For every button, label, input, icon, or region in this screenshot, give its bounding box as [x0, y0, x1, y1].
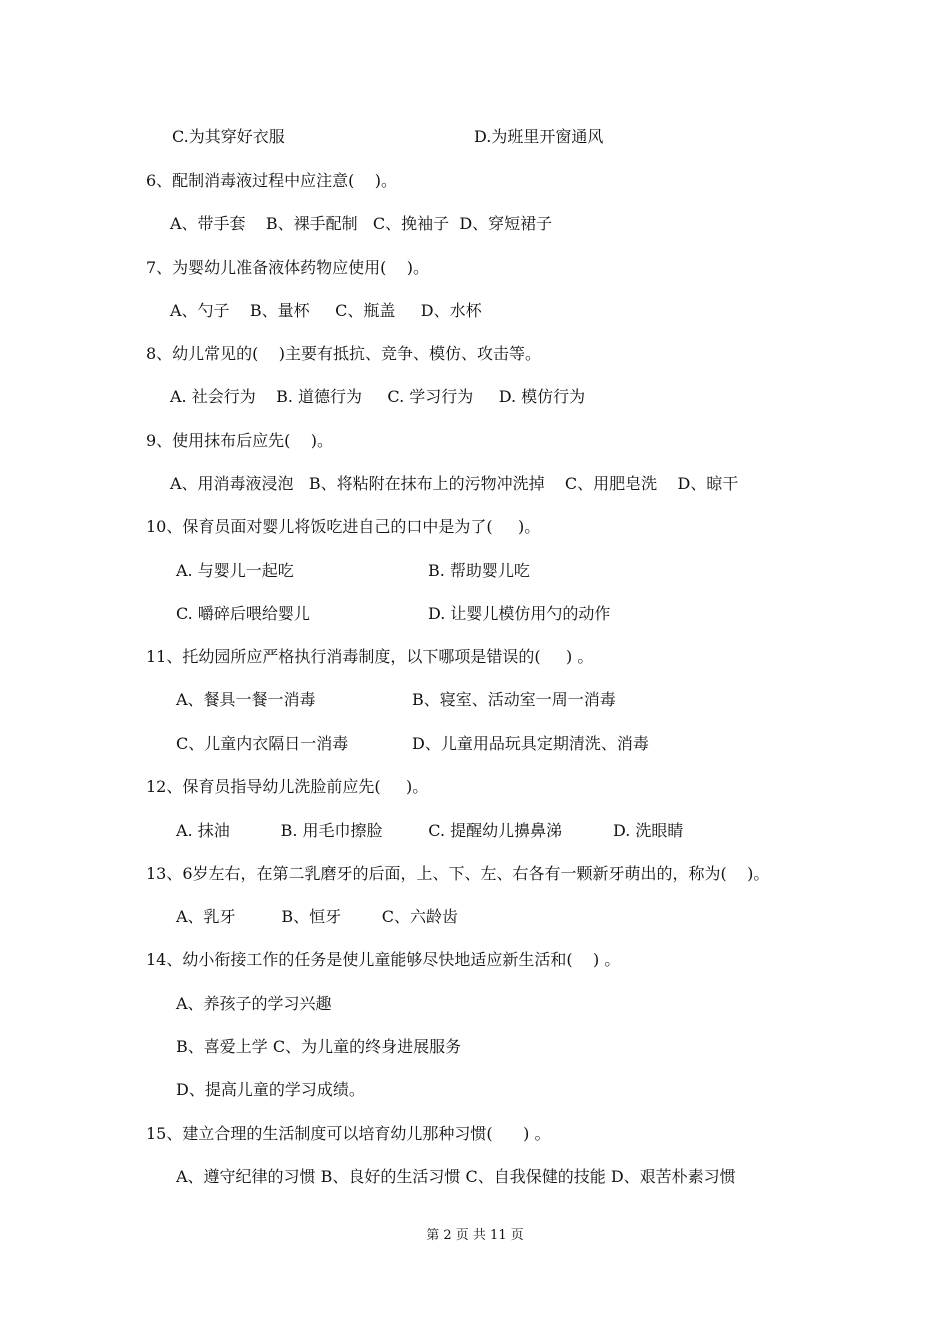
question-13: 13、6岁左右，在第二乳磨牙的后面，上、下、左、右各有一颗新牙萌出的，称为( )。	[146, 864, 770, 883]
question-14: 14、幼小衔接工作的任务是使儿童能够尽快地适应新生活和( ) 。	[146, 950, 621, 969]
question-7-options: A、勺子 B、量杯 C、瓶盖 D、水杯	[170, 301, 482, 320]
question-11-option-d: D、儿童用品玩具定期清洗、消毒	[412, 734, 649, 753]
question-9: 9、使用抹布后应先( )。	[146, 431, 334, 450]
page-footer: 第 2 页 共 11 页	[426, 1228, 524, 1243]
question-10-option-b: B. 帮助婴儿吃	[428, 561, 530, 580]
question-10: 10、保育员面对婴儿将饭吃进自己的口中是为了( )。	[146, 517, 541, 536]
question-14-option-a: A、养孩子的学习兴趣	[176, 994, 332, 1013]
question-15: 15、建立合理的生活制度可以培育幼儿那种习惯( ) 。	[146, 1124, 551, 1143]
question-8: 8、幼儿常见的( )主要有抵抗、竞争、模仿、攻击等。	[146, 344, 542, 363]
question-12-options: A. 抹油 B. 用毛巾擦脸 C. 提醒幼儿擤鼻涕 D. 洗眼睛	[176, 821, 684, 840]
question-14-options-bc: B、喜爱上学 C、为儿童的终身进展服务	[176, 1037, 462, 1056]
question-6-options: A、带手套 B、裸手配制 C、挽袖子 D、穿短裙子	[170, 214, 553, 233]
question-9-options: A、用消毒液浸泡 B、将粘附在抹布上的污物冲洗掉 C、用肥皂洗 D、晾干	[170, 474, 739, 493]
question-12: 12、保育员指导幼儿洗脸前应先( )。	[146, 777, 429, 796]
question-13-options: A、乳牙 B、恒牙 C、六龄齿	[176, 907, 459, 926]
question-6: 6、配制消毒液过程中应注意( )。	[146, 171, 398, 190]
question-10-option-c: C. 嚼碎后喂给婴儿	[176, 604, 310, 623]
question-7: 7、为婴幼儿准备液体药物应使用( )。	[146, 258, 430, 277]
q5-option-c: C.为其穿好衣服	[172, 127, 285, 146]
question-11-option-c: C、儿童内衣隔日一消毒	[176, 734, 349, 753]
question-8-options: A. 社会行为 B. 道德行为 C. 学习行为 D. 模仿行为	[170, 387, 586, 406]
question-10-option-d: D. 让婴儿模仿用勺的动作	[428, 604, 611, 623]
question-11-option-b: B、寝室、活动室一周一消毒	[412, 690, 616, 709]
question-14-option-d: D、提高儿童的学习成绩。	[176, 1080, 365, 1099]
q5-option-d: D.为班里开窗通风	[474, 127, 604, 146]
question-11-option-a: A、餐具一餐一消毒	[176, 690, 316, 709]
question-10-option-a: A. 与婴儿一起吃	[176, 561, 294, 580]
question-15-options: A、遵守纪律的习惯 B、良好的生活习惯 C、自我保健的技能 D、艰苦朴素习惯	[176, 1167, 736, 1186]
question-11: 11、托幼园所应严格执行消毒制度，以下哪项是错误的( ) 。	[146, 647, 594, 666]
